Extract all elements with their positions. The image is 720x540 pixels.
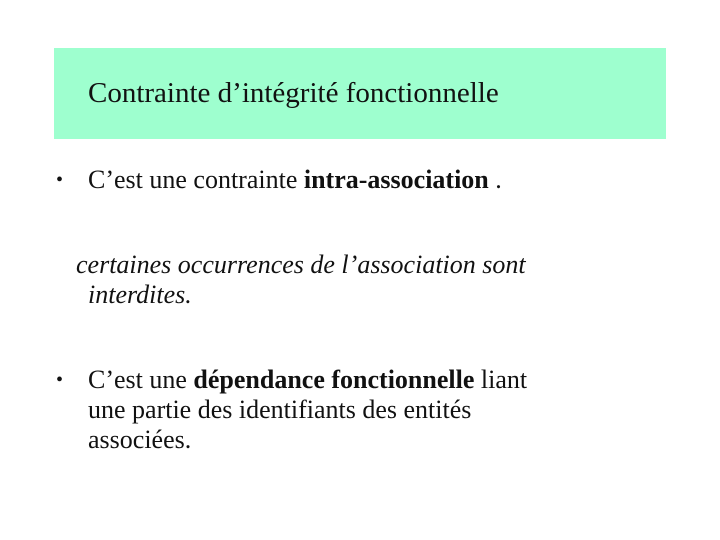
- italic-note: [76, 250, 676, 310]
- note-line-1: certaines occurrences de l’association sont: [76, 250, 526, 279]
- bullet-text: [88, 365, 678, 455]
- bullet-emphasis: dépendance fonctionnelle: [193, 365, 475, 394]
- bullet-item-2: [56, 365, 696, 465]
- bullet-prefix: C’est une: [88, 365, 194, 394]
- title-banner: [54, 48, 666, 139]
- bullet-suffix: .: [488, 165, 502, 194]
- bullet-text: [88, 165, 678, 195]
- note-line-2: interdites.: [88, 280, 192, 309]
- bullet-emphasis: intra-association: [303, 165, 489, 194]
- bullet-suffix: liant: [474, 365, 528, 394]
- bullet-line-3: associées.: [88, 425, 192, 454]
- bullet-prefix: C’est une contrainte: [88, 165, 304, 194]
- slide-title: Contrainte d’intégrité fonctionnelle: [88, 77, 499, 109]
- bullet-marker: •: [56, 169, 64, 191]
- bullet-item-1: [56, 165, 696, 197]
- bullet-line-2: une partie des identifiants des entités: [88, 395, 472, 424]
- bullet-line-1: [88, 365, 678, 395]
- bullet-marker: •: [56, 369, 64, 391]
